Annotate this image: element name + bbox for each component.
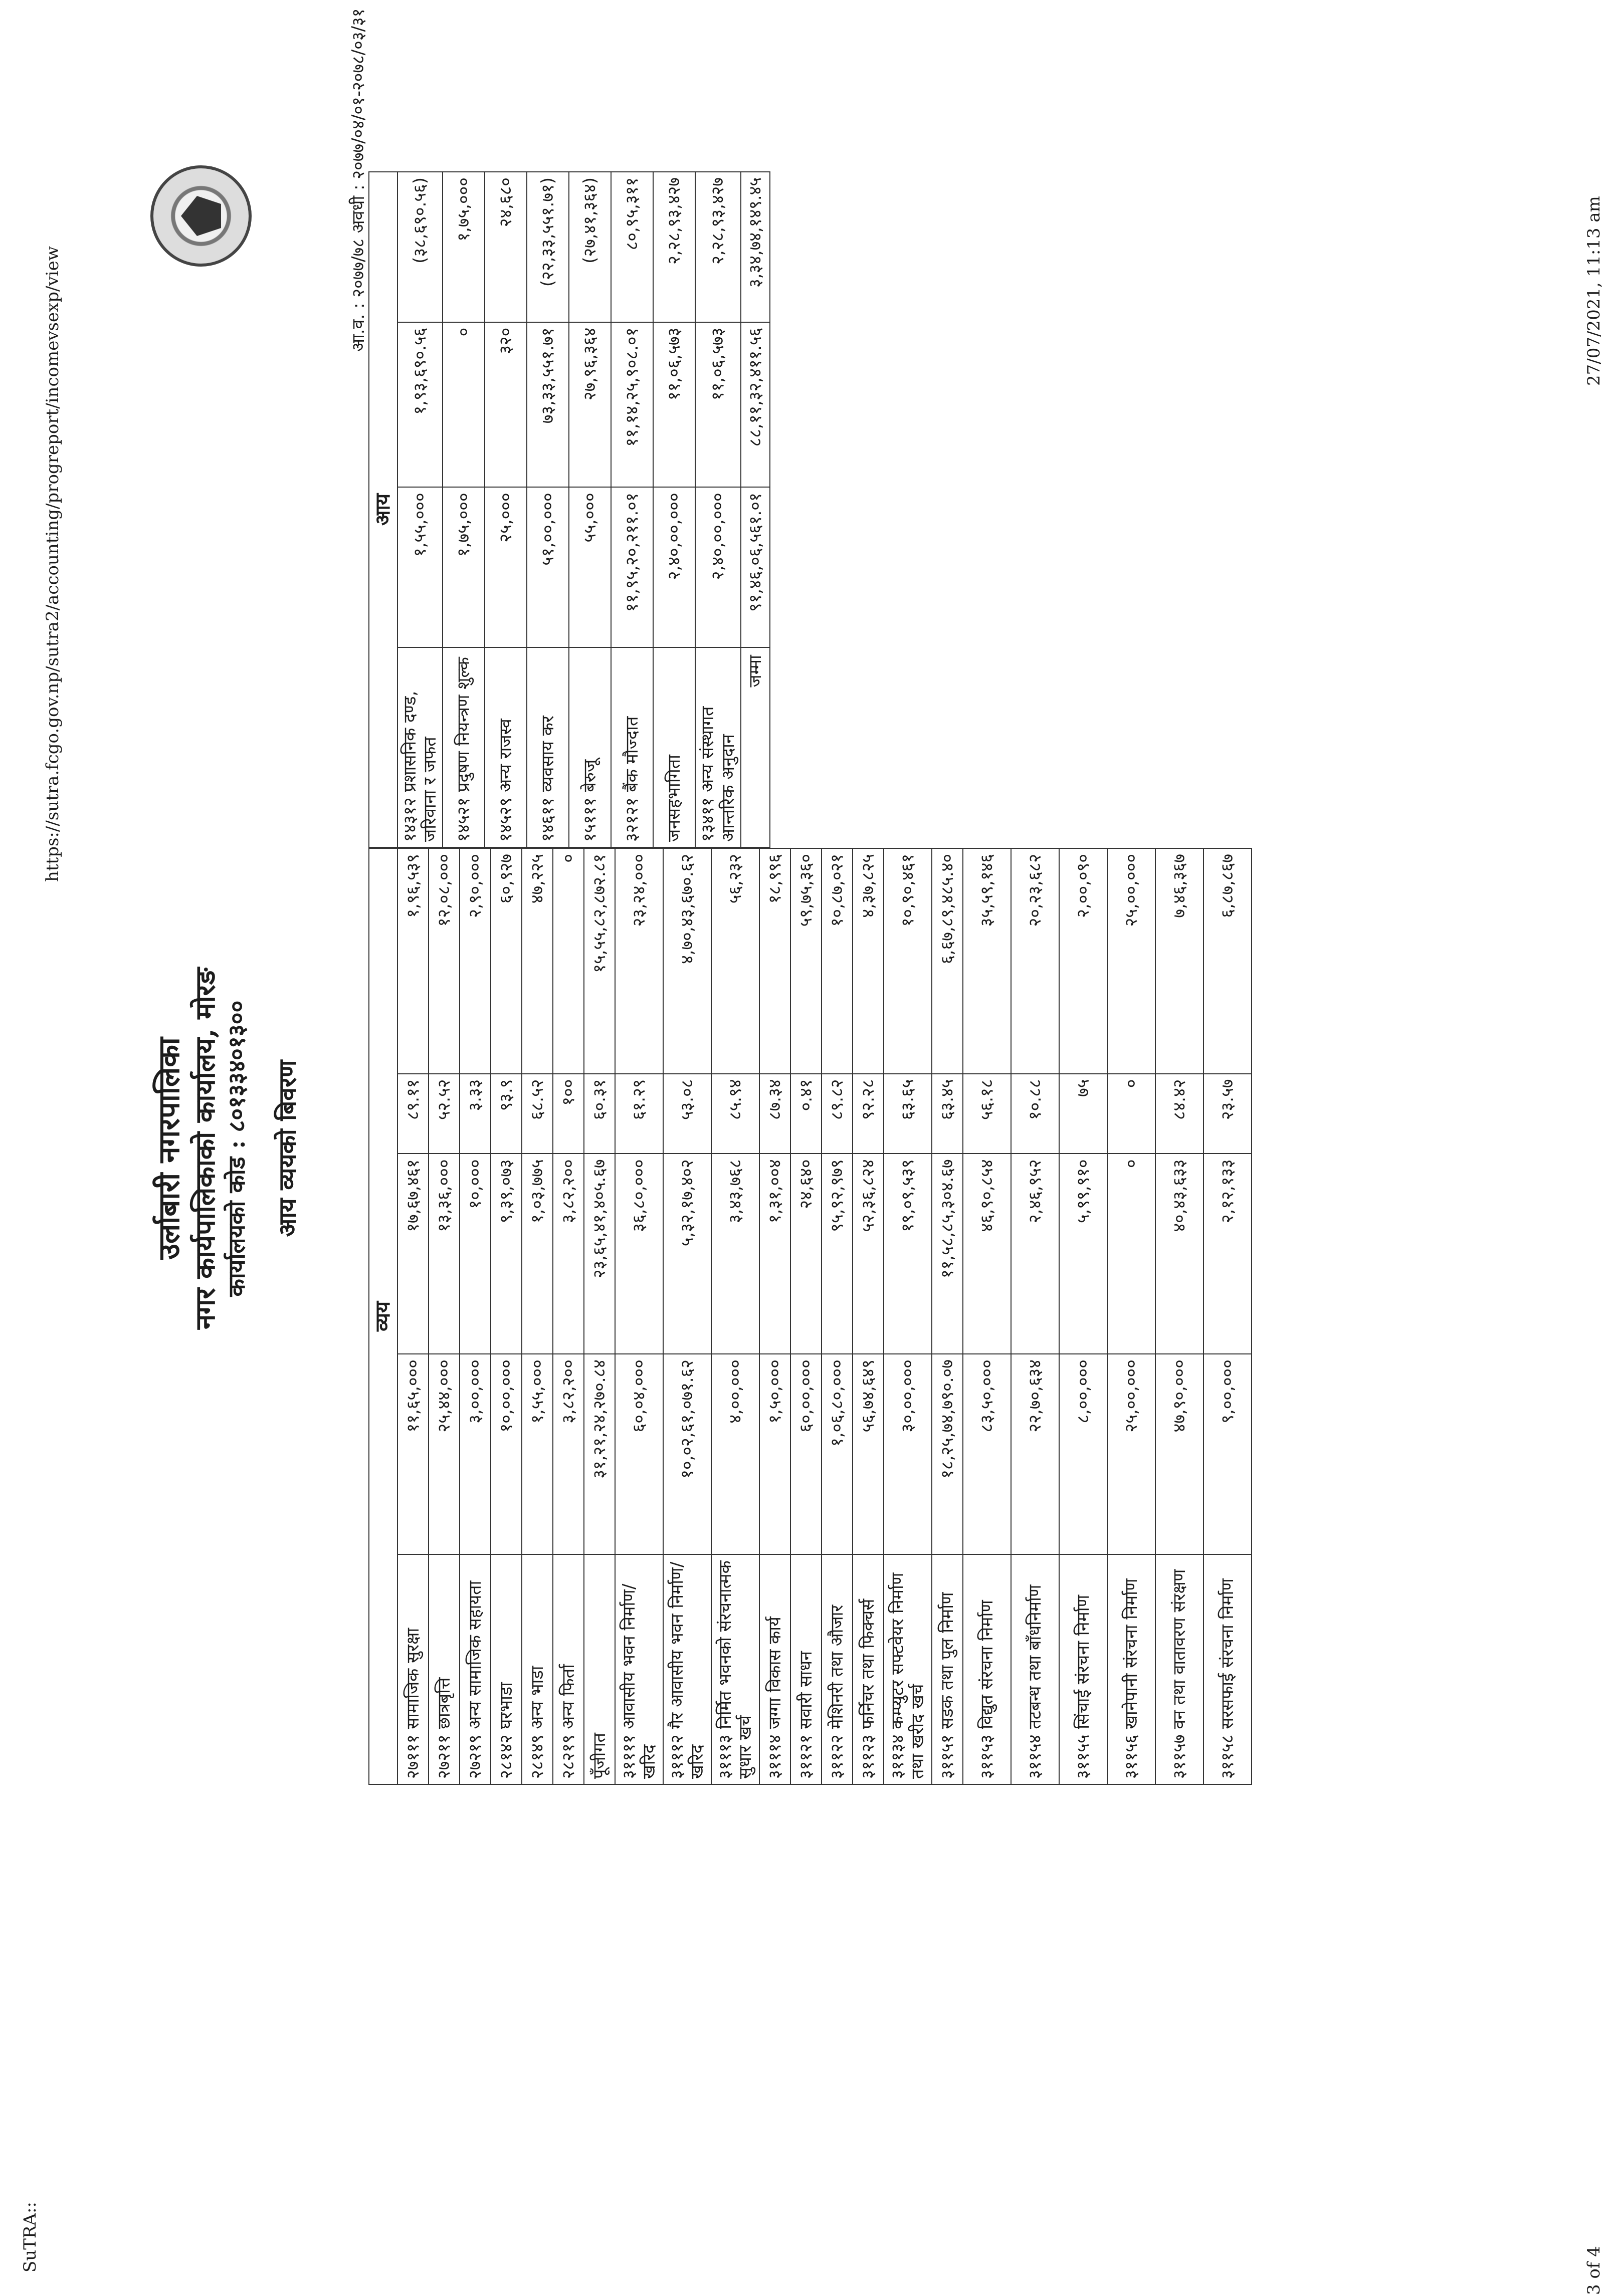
expense-budget: १०,०२,६१,०७१.६२ [663,1354,711,1554]
expense-row [711,848,759,1784]
org-name: उर्लाबारी नगरपालिका [152,1037,186,1260]
expense-budget: ३,८२,२०० [553,1354,584,1554]
expense-head-label: २८१४२ घरभाडा [491,1554,522,1784]
expense-row [1107,848,1155,1784]
income-budget: २५,००० [485,487,527,647]
expense-actual: ५,३२,१७,४०२ [663,1154,711,1354]
income-actual: ० [443,322,485,488]
income-actual: ११,०६,५७३ [653,322,695,488]
expense-budget: १,०६,८०,००० [822,1354,853,1554]
income-row [695,172,740,847]
income-budget: ५५,००० [569,487,611,647]
income-total-row [741,172,770,847]
expense-budget: २५,४४,००० [429,1354,460,1554]
expense-head-label: ३११२३ फर्निचर तथा फिक्चर्स [853,1554,884,1784]
expense-actual: २४,६४० [790,1154,822,1354]
income-total-budget: ९१,४६,०६,५६१.०१ [741,487,770,647]
expense-row [460,848,491,1784]
expense-row [1203,848,1252,1784]
sutra-label: SuTRA:: [20,2202,40,2272]
expense-row [853,848,884,1784]
income-head-label: १४५२१ प्रदुषण नियन्त्रण शुल्क [443,647,485,847]
income-head-label: १३४११ अन्य संस्थागत आन्तरिक अनुदान [695,647,740,847]
expense-row [615,848,663,1784]
income-variance: (२७,४१,३६४) [569,172,611,322]
expense-remaining: २५,००,००० [1107,848,1155,1074]
expense-remaining: २०,२३,६८२ [1011,848,1059,1074]
income-budget: १,५५,००० [397,487,443,647]
expense-percent: ८९.११ [397,1074,429,1154]
income-row [527,172,569,847]
expense-percent: ५३.०८ [663,1074,711,1154]
income-head-label: जनसहभागिता [653,647,695,847]
expense-remaining: ७,४६,३६७ [1155,848,1203,1074]
expense-budget: ४,००,००० [711,1354,759,1554]
expense-remaining: ४७,२२५ [522,848,553,1074]
expense-head-label: ३११२२ मेशिनरी तथा औजार [822,1554,853,1784]
expense-remaining: ६०,९२७ [491,848,522,1074]
expense-budget: ९,००,००० [1203,1354,1252,1554]
expense-remaining: १२,०८,००० [429,848,460,1074]
income-variance: १,७५,००० [443,172,485,322]
expense-actual: ३,४३,७६८ [711,1154,759,1354]
income-head-label: १४५२९ अन्य राजस्व [485,647,527,847]
expense-budget: १८,२५,७४,७९०.०७ [932,1354,963,1554]
print-timestamp: 27/07/2021, 11:13 am [1584,196,1604,386]
expense-percent: ०.४१ [790,1074,822,1154]
expense-row [884,848,932,1784]
income-variance: २,२८,९३,४२७ [653,172,695,322]
expense-remaining: ५६,२३२ [711,848,759,1074]
expense-head-label: ३११११ आवासीय भवन निर्माण/खरिद [615,1554,663,1784]
fiscal-period: आ.व. : २०७७/७८ अवधी : २०७७/०४/०१-२०७८/०३/३१ [348,8,368,352]
expense-row [1011,848,1059,1784]
expense-remaining: १०,९०,४६१ [884,848,932,1074]
expense-actual: ४६,९०,८५४ [963,1154,1011,1354]
income-actual: १,९३,६९०.५६ [397,322,443,488]
expense-row [522,848,553,1784]
expense-row [397,848,429,1784]
expense-budget: ६०,००,००० [790,1354,822,1554]
income-budget: २,४०,००,००० [653,487,695,647]
income-head-label: १४६११ व्यवसाय कर [527,647,569,847]
income-variance: २,२८,९३,४२७ [695,172,740,322]
expense-percent: ० [1107,1074,1155,1154]
expense-budget: ३१,२१,२४,२७०.८४ [584,1354,615,1554]
income-head-label: १४३१२ प्रशासनिक दण्ड, जरिवाना र जफत [397,647,443,847]
expense-row [584,848,615,1784]
expense-head-label: ३११५१ सडक तथा पुल निर्माण [932,1554,963,1784]
expense-percent: ६३.४५ [932,1074,963,1154]
income-table [368,171,770,848]
expense-actual: २३,६५,४१,४०५.६७ [584,1154,615,1354]
expense-actual: १०,००० [460,1154,491,1354]
income-budget: १,७५,००० [443,487,485,647]
expense-percent: १०.८८ [1011,1074,1059,1154]
expense-percent: ६१.२९ [615,1074,663,1154]
expense-head-label: २७१११ सामाजिक सुरक्षा [397,1554,429,1784]
expense-row [822,848,853,1784]
expense-actual: ० [1107,1154,1155,1354]
expense-head-label: २८१४९ अन्य भाडा [522,1554,553,1784]
expense-budget: ५६,७४,६४९ [853,1354,884,1554]
expense-percent: ७५ [1059,1074,1107,1154]
income-actual: ११,०६,५७३ [695,322,740,488]
income-row [653,172,695,847]
expense-head-label: ३११३४ कम्प्युटर सफ्टवेयर निर्माण तथा खरीद खर्च [884,1554,932,1784]
income-head-label: १५१११ बेरुजू [569,647,611,847]
expense-actual: ९५,९२,९७९ [822,1154,853,1354]
income-budget: २,४०,००,००० [695,487,740,647]
income-total-actual: ८८,११,३२,४११.५६ [741,322,770,488]
expense-remaining: ५९,७५,३६० [790,848,822,1074]
expense-remaining: २,९०,००० [460,848,491,1074]
expense-actual: १७,६७,४६१ [397,1154,429,1354]
expense-actual: १,३१,००४ [759,1154,790,1354]
income-row [569,172,611,847]
expense-percent: ५६.१८ [963,1074,1011,1154]
expense-percent: ८९.८२ [822,1074,853,1154]
income-row [485,172,527,847]
expense-remaining: ६,६७,८९,४८५.४० [932,848,963,1074]
expense-head-label: ३११५७ वन तथा वातावरण संरक्षण [1155,1554,1203,1784]
income-row [611,172,653,847]
page-url: https://sutra.fcgo.gov.np/sutra2/accounting/progreport/incomevsexp/view [43,246,63,882]
expense-budget: ११,६५,००० [397,1354,429,1554]
expense-actual: ३,८२,२०० [553,1154,584,1354]
income-actual: ३२० [485,322,527,488]
expense-remaining: ६,८७,८६७ [1203,848,1252,1074]
expense-actual: २,१२,१३३ [1203,1154,1252,1354]
expense-row [1059,848,1107,1784]
expense-actual: १,०३,७७५ [522,1154,553,1354]
expense-percent: ९३.९ [491,1074,522,1154]
expense-row [491,848,522,1784]
income-total-label: जम्मा [741,647,770,847]
expense-remaining: ४,३७,८२५ [853,848,884,1074]
expense-budget: ६०,०४,००० [615,1354,663,1554]
expense-budget: ८३,५०,००० [963,1354,1011,1554]
expense-head-label: ३११५४ तटबन्ध तथा बाँधनिर्माण [1011,1554,1059,1784]
expense-percent: ५२.५२ [429,1074,460,1154]
expense-row [932,848,963,1784]
expense-heading: व्यय [369,848,397,1784]
income-row [397,172,443,847]
expense-percent: १०० [553,1074,584,1154]
expense-head-label: ३११५८ सरसफाई संरचना निर्माण [1203,1554,1252,1784]
expense-remaining: १,९६,५३९ [397,848,429,1074]
expense-remaining: २३,२४,००० [615,848,663,1074]
expense-remaining: ४,७०,४३,६७०.६२ [663,848,711,1074]
expense-row [1155,848,1203,1784]
income-actual: ११,१४,२५,९०८.०१ [611,322,653,488]
expense-table [368,848,1252,1785]
expense-head-label: ३१११३ निर्मित भवनको संरचनात्मक सुधार खर्च [711,1554,759,1784]
expense-budget: ४७,९०,००० [1155,1354,1203,1554]
expense-head-label: ३१११२ गैर आवासीय भवन निर्माण/खरिद [663,1554,711,1784]
report-title: आय व्ययको बिवरण [274,1060,302,1237]
expense-budget: ३०,००,००० [884,1354,932,1554]
expense-row [759,848,790,1784]
page-number: 3 of 4 [1584,2246,1604,2295]
expense-actual: ११,५८,८५,३०४.६७ [932,1154,963,1354]
income-variance: (३८,६९०.५६) [397,172,443,322]
expense-head-label: पूँजीगत [584,1554,615,1784]
expense-remaining: २,००,०९० [1059,848,1107,1074]
income-actual: ७३,३३,५५१.७१ [527,322,569,488]
expense-actual: ९,३९,०७३ [491,1154,522,1354]
expense-actual: २,४६,९५२ [1011,1154,1059,1354]
expense-row [429,848,460,1784]
income-head-label: ३२१२१ बैंक मौज्दात [611,647,653,847]
expense-percent: ८४.४२ [1155,1074,1203,1154]
office-code: कार्यालयको कोड : ८०१३३४०१३०० [223,1000,250,1297]
office-name: नगर कार्यपालिकाको कार्यालय, मोरङ [189,967,221,1330]
expense-percent: ६८.५२ [522,1074,553,1154]
expense-head-label: २७२१९ अन्य सामाजिक सहायता [460,1554,491,1784]
expense-actual: ५,९९,९१० [1059,1154,1107,1354]
income-heading: आय [369,172,397,847]
expense-budget: ८,००,००० [1059,1354,1107,1554]
income-variance: (२२,३३,५५१.७१) [527,172,569,322]
expense-percent: ३.३३ [460,1074,491,1154]
expense-row [663,848,711,1784]
expense-budget: ३,००,००० [460,1354,491,1554]
expense-remaining: ० [553,848,584,1074]
income-row [443,172,485,847]
expense-row [553,848,584,1784]
expense-head-label: ३११५३ विद्युत संरचना निर्माण [963,1554,1011,1784]
income-total-variance: ३,३४,७४,१४९.४५ [741,172,770,322]
expense-percent: ८७.३४ [759,1074,790,1154]
expense-remaining: १५,५५,८२,८७२.८१ [584,848,615,1074]
expense-head-label: ३१११४ जग्गा विकास कार्य [759,1554,790,1784]
income-budget: ५१,००,००० [527,487,569,647]
expense-budget: १,५०,००० [759,1354,790,1554]
expense-head-label: २८२१९ अन्य फिर्ता [553,1554,584,1784]
expense-budget: २२,७०,६३४ [1011,1354,1059,1554]
expense-actual: १३,३६,००० [429,1154,460,1354]
expense-actual: ५२,३६,८२४ [853,1154,884,1354]
expense-budget: १०,००,००० [491,1354,522,1554]
expense-percent: ६०.३१ [584,1074,615,1154]
expense-head-label: २७२११ छात्रबृत्ति [429,1554,460,1784]
expense-actual: ३६,८०,००० [615,1154,663,1354]
expense-head-label: ३११५६ खानेपानी संरचना निर्माण [1107,1554,1155,1784]
expense-head-label: ३११५५ सिंचाई संरचना निर्माण [1059,1554,1107,1784]
expense-percent: ६३.६५ [884,1074,932,1154]
expense-head-label: ३११२१ सवारी साधन [790,1554,822,1784]
income-actual: २७,९६,३६४ [569,322,611,488]
expense-percent: ९२.२८ [853,1074,884,1154]
income-variance: २४,६८० [485,172,527,322]
expense-row [963,848,1011,1784]
expense-remaining: १०,८७,०२१ [822,848,853,1074]
income-variance: ८०,९५,३११ [611,172,653,322]
expense-actual: १९,०९,५३९ [884,1154,932,1354]
expense-percent: २३.५७ [1203,1074,1252,1154]
expense-budget: २५,००,००० [1107,1354,1155,1554]
government-emblem-icon [150,165,252,267]
income-budget: ११,९५,२०,२११.०१ [611,487,653,647]
expense-actual: ४०,४३,६३३ [1155,1154,1203,1354]
expense-percent: ८५.९४ [711,1074,759,1154]
expense-row [790,848,822,1784]
expense-remaining: ३५,५९,१४६ [963,848,1011,1074]
expense-remaining: १८,९९६ [759,848,790,1074]
expense-budget: १,५५,००० [522,1354,553,1554]
